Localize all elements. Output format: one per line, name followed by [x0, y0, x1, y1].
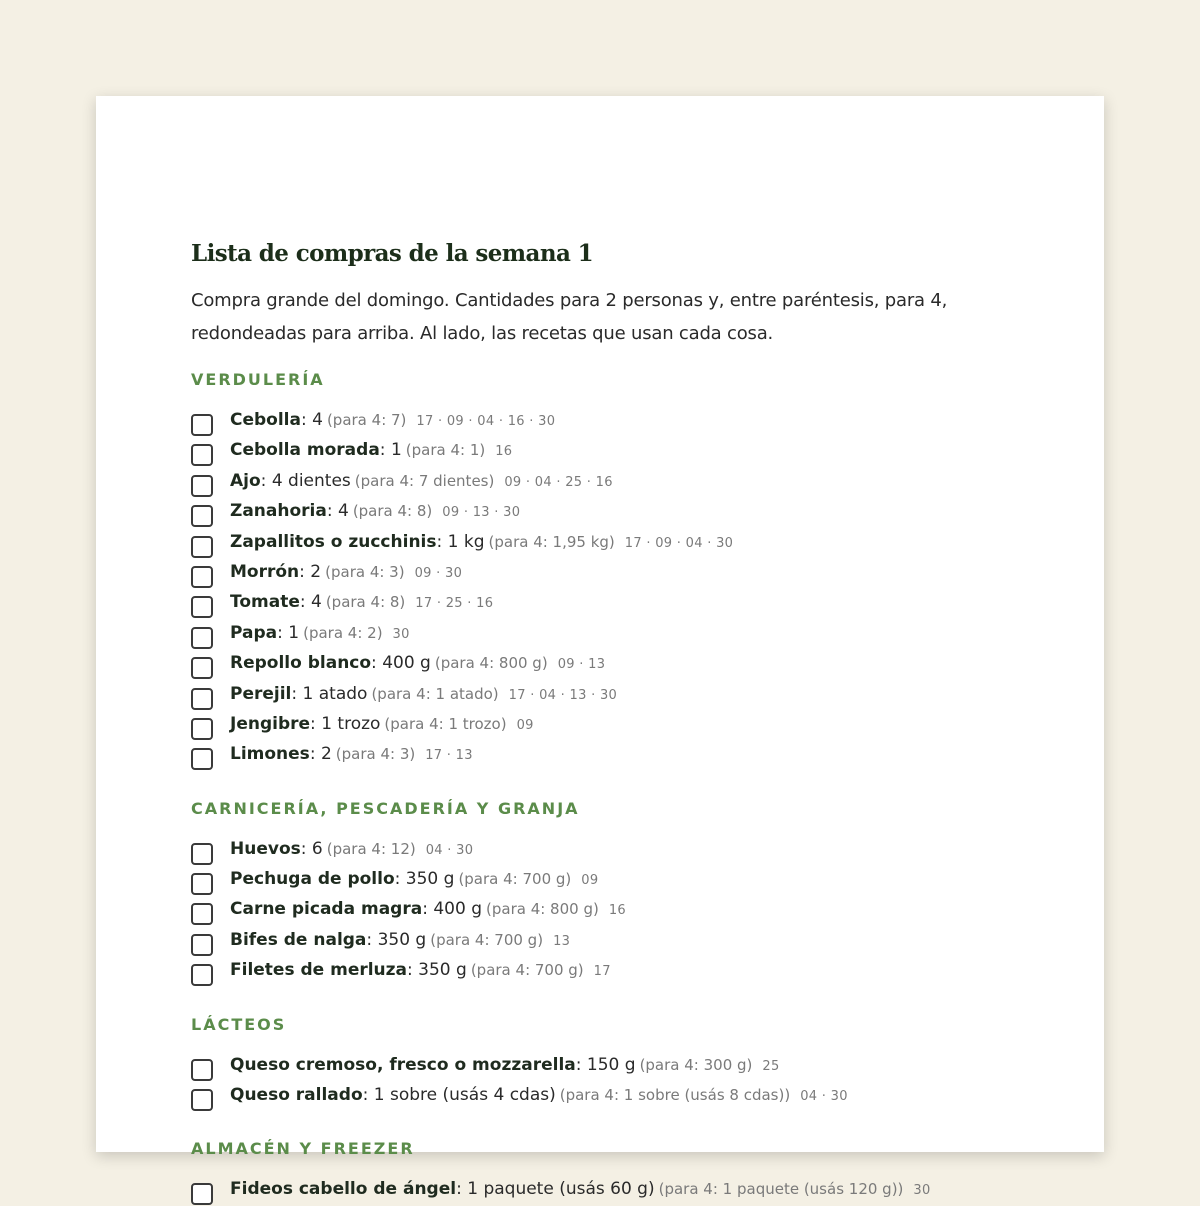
- page-title: Lista de compras de la semana 1: [191, 240, 594, 267]
- item-name: Carne picada magra: [230, 899, 423, 920]
- item-separator: :: [309, 744, 321, 765]
- item-quantity-for-4: (para 4: 1,95 kg): [488, 532, 615, 551]
- item-name: Repollo blanco: [230, 653, 372, 674]
- item-quantity: 1 atado: [302, 683, 368, 704]
- item-quantity-for-4: (para 4: 1 sobre (usás 8 cdas)): [559, 1086, 791, 1105]
- list-item: [191, 618, 1011, 648]
- section-title: CARNICERÍA, PESCADERÍA Y GRANJA: [191, 798, 580, 818]
- item-separator: :: [422, 899, 434, 920]
- item-quantity: 1 kg: [447, 531, 485, 552]
- item-recipes: 16: [608, 903, 626, 919]
- list-item: [191, 864, 1011, 894]
- document-page: [96, 96, 1104, 1200]
- item-separator: :: [366, 929, 378, 950]
- item-name: Limones: [230, 744, 310, 765]
- item-recipes: 04 · 30: [800, 1089, 848, 1105]
- item-name: Zapallitos o zucchinis: [230, 531, 437, 552]
- item-separator: :: [310, 713, 322, 734]
- item-checkbox[interactable]: [191, 688, 213, 710]
- item-quantity: 2: [320, 744, 332, 765]
- list-item: [191, 648, 1011, 678]
- sections-container: [191, 370, 1011, 1205]
- item-name: Filetes de merluza: [230, 960, 408, 981]
- item-separator: :: [300, 410, 313, 430]
- item-separator: :: [299, 592, 311, 613]
- section-3: [191, 1139, 1011, 1204]
- item-quantity: 4: [337, 501, 349, 522]
- item-separator: :: [300, 838, 312, 859]
- item-checkbox[interactable]: [191, 1089, 213, 1111]
- item-quantity: 2: [310, 561, 322, 582]
- item-recipes: 09 · 13 · 30: [442, 505, 521, 521]
- item-quantity: 1 paquete (usás 60 g): [467, 1179, 655, 1200]
- item-quantity: 6: [311, 838, 323, 859]
- item-name: Queso rallado: [230, 1085, 363, 1106]
- item-list: [191, 1174, 1011, 1204]
- list-item: [191, 496, 1011, 526]
- item-quantity-for-4: (para 4: 3): [325, 562, 405, 581]
- item-recipes: 17 · 09 · 04 · 16 · 30: [416, 414, 556, 429]
- item-quantity-for-4: (para 4: 1 paquete (usás 120 g)): [658, 1180, 904, 1199]
- item-quantity-for-4: (para 4: 1): [405, 441, 486, 460]
- item-name: Perejil: [230, 683, 292, 704]
- item-checkbox[interactable]: [191, 444, 213, 466]
- list-item: [191, 405, 1011, 435]
- item-recipes: 09 · 30: [414, 565, 463, 581]
- item-name: Cebolla morada: [230, 440, 380, 461]
- item-recipes: 04 · 30: [425, 842, 474, 858]
- item-name: Papa: [230, 622, 278, 643]
- item-separator: :: [379, 440, 391, 461]
- item-checkbox[interactable]: [191, 536, 213, 558]
- item-name: Jengibre: [230, 713, 311, 734]
- item-checkbox[interactable]: [191, 1059, 213, 1081]
- item-quantity: 350 g: [377, 929, 427, 950]
- item-quantity-for-4: (para 4: 2): [303, 623, 383, 642]
- item-quantity-for-4: (para 4: 800 g): [486, 900, 599, 919]
- item-list: [191, 1050, 1011, 1111]
- item-checkbox[interactable]: [191, 657, 213, 679]
- item-recipes: 09: [516, 717, 534, 733]
- item-separator: :: [277, 622, 289, 643]
- list-item: [191, 557, 1011, 587]
- section-title: ALMACÉN Y FREEZER: [191, 1139, 415, 1159]
- item-checkbox[interactable]: [191, 1183, 213, 1205]
- list-item: [191, 955, 1011, 985]
- item-separator: :: [299, 561, 311, 582]
- section-1: [191, 799, 1011, 986]
- item-checkbox[interactable]: [191, 414, 213, 436]
- item-separator: :: [394, 869, 406, 890]
- list-item: [191, 894, 1011, 924]
- item-checkbox[interactable]: [191, 505, 213, 527]
- item-separator: :: [326, 501, 338, 522]
- item-separator: :: [291, 683, 303, 704]
- item-quantity-for-4: (para 4: 700 g): [430, 930, 544, 949]
- item-quantity-for-4: (para 4: 8): [325, 593, 406, 612]
- item-name: Tomate: [230, 592, 300, 613]
- list-item: [191, 466, 1011, 496]
- section-title: VERDULERÍA: [191, 370, 325, 389]
- item-checkbox[interactable]: [191, 934, 213, 956]
- item-name: Pechuga de pollo: [230, 869, 395, 890]
- section-0: [191, 370, 1011, 770]
- item-recipes: 09: [581, 873, 599, 889]
- section-title: LÁCTEOS: [191, 1014, 287, 1034]
- list-item: [191, 709, 1011, 739]
- item-checkbox[interactable]: [191, 843, 213, 865]
- item-name: Morrón: [230, 561, 300, 582]
- item-quantity: 400 g: [433, 899, 482, 920]
- item-recipes: 17 · 09 · 04 · 30: [624, 535, 734, 551]
- list-item: [191, 435, 1011, 465]
- item-name: Bifes de nalga: [230, 929, 367, 950]
- item-separator: :: [362, 1085, 374, 1106]
- item-name: Queso cremoso, fresco o mozzarella: [230, 1054, 576, 1075]
- item-quantity: 1 trozo: [321, 713, 381, 734]
- item-separator: :: [407, 960, 419, 981]
- item-quantity-for-4: (para 4: 7): [326, 411, 407, 429]
- list-item: [191, 1080, 1011, 1110]
- item-recipes: 25: [762, 1058, 780, 1074]
- list-item: [191, 679, 1011, 709]
- item-name: Fideos cabello de ángel: [230, 1179, 457, 1200]
- item-recipes: 17 · 04 · 13 · 30: [508, 687, 618, 703]
- item-separator: :: [575, 1054, 587, 1075]
- item-list: [191, 834, 1011, 986]
- list-item: [191, 925, 1011, 955]
- item-quantity: 4 dientes: [271, 470, 351, 491]
- list-item: [191, 1174, 1011, 1204]
- item-name: Cebolla: [230, 410, 301, 430]
- list-item: [191, 739, 1011, 769]
- item-checkbox[interactable]: [191, 873, 213, 895]
- section-2: [191, 1015, 1011, 1111]
- item-recipes: 16: [495, 444, 513, 460]
- item-quantity: 1: [390, 440, 402, 461]
- item-quantity-for-4: (para 4: 800 g): [434, 654, 548, 673]
- item-checkbox[interactable]: [191, 627, 213, 649]
- item-checkbox[interactable]: [191, 566, 213, 588]
- item-recipes: 30: [392, 626, 410, 642]
- item-separator: :: [436, 531, 448, 552]
- item-quantity-for-4: (para 4: 700 g): [458, 870, 572, 889]
- item-quantity: 4: [311, 592, 322, 613]
- item-recipes: 17 · 25 · 16: [415, 596, 494, 612]
- item-quantity-for-4: (para 4: 1 trozo): [384, 714, 507, 733]
- item-quantity: 350 g: [418, 960, 467, 981]
- item-separator: :: [456, 1179, 468, 1200]
- intro-paragraph: Compra grande del domingo. Cantidades para 2 personas y, entre paréntesis, para 4, redondeadas para arriba. Al lado, las recetas que usan cada cosa.: [191, 290, 948, 344]
- item-quantity: 1 sobre (usás 4 cdas): [373, 1085, 556, 1106]
- item-quantity: 150 g: [586, 1054, 636, 1075]
- item-checkbox[interactable]: [191, 964, 213, 986]
- item-quantity-for-4: (para 4: 1 atado): [371, 684, 499, 703]
- item-checkbox[interactable]: [191, 475, 213, 497]
- list-item: [191, 834, 1011, 864]
- item-quantity-for-4: (para 4: 12): [326, 839, 416, 858]
- item-separator: :: [371, 653, 383, 674]
- list-item: [191, 527, 1011, 557]
- item-checkbox[interactable]: [191, 596, 213, 618]
- item-recipes: 30: [913, 1183, 931, 1199]
- item-checkbox[interactable]: [191, 718, 213, 740]
- item-quantity: 350 g: [405, 869, 455, 890]
- item-recipes: 17: [593, 964, 611, 980]
- item-recipes: 09 · 04 · 25 · 16: [504, 474, 613, 490]
- item-quantity-for-4: (para 4: 700 g): [470, 961, 584, 980]
- item-quantity: 1: [288, 622, 300, 643]
- item-name: Zanahoria: [230, 501, 327, 522]
- item-name: Huevos: [230, 838, 301, 859]
- item-quantity-for-4: (para 4: 7 dientes): [354, 471, 495, 490]
- item-quantity-for-4: (para 4: 8): [352, 502, 433, 521]
- item-quantity: 400 g: [382, 653, 431, 674]
- item-name: Ajo: [230, 470, 261, 491]
- item-quantity-for-4: (para 4: 3): [335, 745, 416, 764]
- list-item: [191, 1050, 1011, 1080]
- item-checkbox[interactable]: [191, 748, 213, 770]
- item-recipes: 09 · 13: [557, 657, 606, 673]
- item-separator: :: [260, 470, 272, 491]
- list-item: [191, 587, 1011, 617]
- document-content: [191, 234, 1011, 1205]
- item-recipes: 13: [553, 933, 571, 949]
- item-checkbox[interactable]: [191, 903, 213, 925]
- item-quantity-for-4: (para 4: 300 g): [639, 1055, 753, 1074]
- item-recipes: 17 · 13: [425, 748, 473, 764]
- item-quantity: 4: [312, 410, 323, 430]
- item-list: [191, 405, 1011, 770]
